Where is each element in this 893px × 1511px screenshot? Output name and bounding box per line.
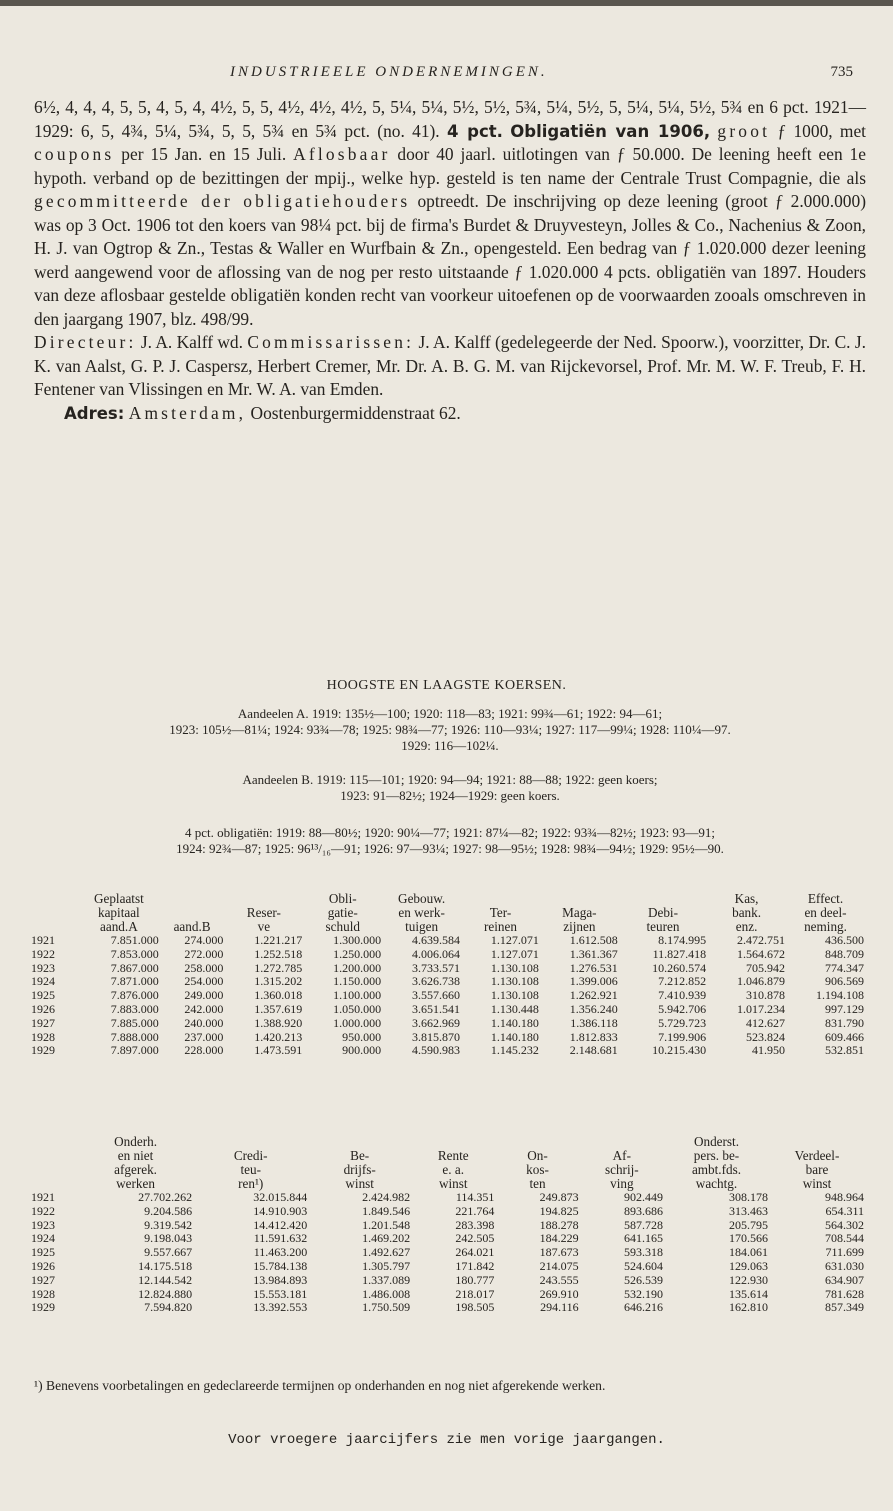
value-cell: 609.466: [825, 1029, 864, 1044]
value-cell: 526.539: [623, 1272, 663, 1287]
year-cell: 1925: [31, 988, 55, 1003]
value-cell: 180.777: [455, 1272, 495, 1287]
value-cell: 41.950: [752, 1043, 786, 1058]
table-row: [30, 948, 865, 962]
value-cell: 1.130.108: [490, 974, 539, 989]
koers-line: 1929: 116—102¼.: [401, 738, 499, 753]
value-cell: 900.000: [342, 1043, 382, 1058]
value-cell: 205.795: [729, 1217, 769, 1232]
value-cell: 237.000: [184, 1029, 224, 1044]
value-cell: 218.017: [455, 1286, 495, 1301]
table-row: [30, 1017, 865, 1031]
value-cell: 254.000: [184, 974, 224, 989]
value-cell: 7.851.000: [110, 933, 159, 947]
table-row: [30, 962, 865, 976]
value-cell: 308.178: [729, 1190, 769, 1204]
koers-line: Aandeelen B. 1919: 115—101; 1920: 94—94; 1921: 88—88; 1922: geen koers;: [242, 772, 658, 787]
value-cell: 3.651.541: [412, 1001, 461, 1016]
value-cell: 122.930: [729, 1272, 769, 1287]
table-row: [30, 1246, 865, 1260]
value-cell: 711.699: [825, 1245, 864, 1260]
value-cell: 249.873: [539, 1190, 579, 1204]
value-cell: 11.591.632: [253, 1231, 308, 1246]
value-cell: 3.557.660: [412, 988, 461, 1003]
label-aflosbaar: Aflosbaar: [293, 144, 391, 164]
table-row: [30, 1031, 865, 1045]
table-row: [30, 989, 865, 1003]
value-cell: 10.260.574: [652, 960, 707, 975]
value-cell: 593.318: [623, 1245, 663, 1260]
value-cell: 15.553.181: [253, 1286, 308, 1301]
value-cell: 184.229: [539, 1231, 579, 1246]
value-cell: 171.842: [455, 1258, 495, 1273]
value-cell: 8.174.995: [658, 933, 707, 947]
column-header: On- kos- ten: [526, 1148, 549, 1191]
table-row: [30, 1301, 865, 1315]
value-cell: 11.827.418: [652, 946, 707, 961]
value-cell: 831.790: [825, 1015, 864, 1030]
value-cell: 274.000: [184, 933, 224, 947]
value-cell: 243.555: [539, 1272, 579, 1287]
value-cell: 228.000: [184, 1043, 224, 1058]
year-cell: 1928: [31, 1286, 55, 1301]
value-cell: 14.412.420: [253, 1217, 308, 1232]
value-cell: 774.347: [825, 960, 864, 975]
value-cell: 7.888.000: [110, 1029, 159, 1044]
value-cell: 523.824: [746, 1029, 786, 1044]
footnote: [34, 1378, 866, 1394]
value-cell: 587.728: [623, 1217, 663, 1232]
column-header: Kas, bank. enz.: [732, 891, 762, 934]
table-row: [30, 1288, 865, 1302]
label-coupons: coupons: [34, 144, 115, 164]
label-directeur: Directeur:: [34, 332, 137, 352]
value-cell: 1.017.234: [737, 1001, 786, 1016]
column-header: Onderh. en niet afgerek. werken: [114, 1134, 157, 1191]
paragraph-management: [34, 331, 866, 402]
value-cell: 3.662.969: [412, 1015, 461, 1030]
value-cell: 7.594.820: [144, 1300, 193, 1315]
commissarissen-names: J. A. Kalff (gedelegeerde der Ned. Spoorw.), voorzitter, Dr. C. J. K. van Aalst, G. P. J. Caspersz, Herbert Cremer, Mr. Dr. A. B. G. M. van Rijckevorsel, Prof. Mr. M. W. F. Treub, F. H. Fentener van Vlissingen en Mr. W. A. van Emden.: [34, 332, 866, 399]
value-cell: 1.750.509: [362, 1300, 411, 1315]
company-description: [34, 96, 866, 425]
value-cell: 1.388.920: [254, 1015, 303, 1030]
value-cell: 313.463: [729, 1203, 769, 1218]
value-cell: 708.544: [825, 1231, 864, 1246]
value-cell: 242.505: [455, 1231, 495, 1246]
column-header: Geplaatst kapitaal aand.A: [93, 891, 144, 934]
column-header: Reser- ve: [246, 905, 281, 934]
value-cell: 1.046.879: [737, 974, 786, 989]
value-cell: 1.130.108: [490, 960, 539, 975]
closing-note: Voor vroegere jaarcijfers zie men vorige jaargangen.: [228, 1432, 665, 1448]
value-cell: 162.810: [729, 1300, 769, 1315]
value-cell: 1.337.089: [362, 1272, 411, 1287]
value-cell: 12.144.542: [138, 1272, 193, 1287]
address-street: Oostenburgermiddenstraat 62.: [250, 402, 461, 423]
value-cell: 1.360.018: [254, 988, 303, 1003]
value-cell: 1.100.000: [333, 988, 382, 1003]
value-cell: 264.021: [455, 1245, 495, 1260]
value-cell: 1.000.000: [333, 1015, 382, 1030]
column-header: Rente e. a. winst: [437, 1148, 469, 1191]
year-cell: 1922: [31, 946, 55, 961]
table-header-row: [30, 892, 865, 934]
value-cell: 7.853.000: [110, 946, 159, 961]
table-row: [30, 1274, 865, 1288]
year-cell: 1924: [31, 974, 55, 989]
value-cell: 1.140.180: [490, 1029, 539, 1044]
value-cell: 249.000: [184, 988, 224, 1003]
value-cell: 184.061: [729, 1245, 769, 1260]
table-header-row: [30, 1135, 865, 1191]
value-cell: 7.897.000: [110, 1043, 159, 1058]
koers-line: 1924: 92¾—87; 1925: 96¹³/₁₆—91; 1926: 97—93¼; 1927: 98—95½; 1928: 98¾—94½; 1929: 95½—90.: [176, 841, 724, 856]
value-cell: 9.557.667: [144, 1245, 193, 1260]
value-cell: 906.569: [825, 974, 864, 989]
value-cell: 269.910: [539, 1286, 579, 1301]
value-cell: 1.486.008: [362, 1286, 411, 1301]
value-cell: 532.190: [623, 1286, 663, 1301]
year-cell: 1925: [31, 1245, 55, 1260]
value-cell: 3.626.738: [412, 974, 461, 989]
table-row: [30, 934, 865, 948]
value-cell: 3.815.870: [412, 1029, 461, 1044]
address-city: Amsterdam,: [128, 402, 247, 423]
year-cell: 1928: [31, 1029, 55, 1044]
value-cell: 258.000: [184, 960, 224, 975]
value-cell: 9.204.586: [144, 1203, 193, 1218]
value-cell: 7.871.000: [110, 974, 159, 989]
value-cell: 1.305.797: [362, 1258, 411, 1273]
koersen-aandeelen-b: [34, 772, 866, 804]
bond-issue-details: optreedt. De inschrijving op deze leening (groot ƒ 2.000.000) was op 3 Oct. 1906 tot den koers van 98¼ pct. bij de firma's Burdet & Druyvesteyn, Jolles & Co., Nachenius & Zoon, H. J. van Ogtrop & Zn., Testas & Waller en Wurfbain & Zn., opengesteld. Een bedrag van ƒ 1.020.000 dezer leening werd aangewend voor de aflossing van de nog per resto uitstaande ƒ 1.020.000 4 pcts. obligatiën van 1897. Houders van deze aflosbaar gestelde obligatiën konden recht van voorkeur uitoefenen op de voorwaarden zooals omschreven in den jaargang 1907, blz. 498/99.: [34, 191, 866, 329]
value-cell: 32.015.844: [253, 1190, 308, 1204]
value-cell: 2.148.681: [569, 1043, 618, 1058]
value-cell: 857.349: [825, 1300, 864, 1315]
value-cell: 1.221.217: [254, 933, 303, 947]
column-header: Credi- teu- ren¹): [233, 1148, 268, 1191]
bond-terms: door 40 jaarl. uitlotingen van ƒ 50.000. De leening heeft een 1e hypoth. verband op de bezittingen der mpij., welke hyp. gesteld is ten name der Centrale Trust Compagnie, die als: [34, 144, 866, 188]
label-gecommitteerde: gecommitteerde der obligatiehouders: [34, 191, 411, 211]
value-cell: 3.733.571: [412, 960, 461, 975]
value-cell: 13.984.893: [253, 1272, 308, 1287]
value-cell: 1.812.833: [569, 1029, 618, 1044]
column-header: Onderst. pers. be- ambt.fds. wachtg.: [691, 1134, 742, 1191]
value-cell: 634.907: [825, 1272, 864, 1287]
value-cell: 5.942.706: [658, 1001, 707, 1016]
value-cell: 187.673: [539, 1245, 579, 1260]
label-groot: groot: [717, 120, 771, 141]
value-cell: 1.473.591: [254, 1043, 303, 1058]
value-cell: 1.200.000: [333, 960, 382, 975]
value-cell: 294.116: [540, 1300, 579, 1315]
value-cell: 114.351: [455, 1190, 495, 1204]
value-cell: 7.867.000: [110, 960, 159, 975]
value-cell: 221.764: [455, 1203, 495, 1218]
koers-line: 1923: 105½—81¼; 1924: 93¾—78; 1925: 98¾—77; 1926: 110—93¼; 1927: 117—99¼; 1928: 110¼—97.: [169, 722, 731, 737]
column-header: [30, 1135, 78, 1191]
value-cell: 1.399.006: [569, 974, 618, 989]
value-cell: 1.300.000: [333, 933, 382, 947]
year-cell: 1926: [31, 1258, 55, 1273]
table-row: [30, 975, 865, 989]
column-header: Ter- reinen: [484, 905, 517, 934]
value-cell: 194.825: [539, 1203, 579, 1218]
year-cell: 1923: [31, 1217, 55, 1232]
value-cell: 240.000: [184, 1015, 224, 1030]
value-cell: 412.627: [746, 1015, 786, 1030]
label-commissarissen: Commissarissen:: [247, 332, 415, 352]
year-cell: 1927: [31, 1015, 55, 1030]
value-cell: 1.201.548: [362, 1217, 411, 1232]
top-border: [0, 0, 893, 6]
value-cell: 1.250.000: [333, 946, 382, 961]
table-row: [30, 1044, 865, 1058]
value-cell: 188.278: [539, 1217, 579, 1232]
value-cell: 1.194.108: [816, 988, 864, 1003]
value-cell: 4.006.064: [412, 946, 461, 961]
value-cell: 705.942: [746, 960, 786, 975]
balance-table: [30, 892, 865, 1058]
value-cell: 129.063: [729, 1258, 769, 1273]
bond-title: Obligatiën van 1906,: [510, 121, 711, 141]
year-cell: 1929: [31, 1300, 55, 1315]
value-cell: 13.392.553: [253, 1300, 308, 1315]
value-cell: 242.000: [184, 1001, 224, 1016]
value-cell: 781.628: [825, 1286, 864, 1301]
column-header: aand.B: [173, 919, 211, 934]
value-cell: 4.590.983: [412, 1043, 461, 1058]
page-number: 735: [830, 64, 853, 80]
value-cell: 1.050.000: [333, 1001, 382, 1016]
column-header: Debi- teuren: [646, 905, 680, 934]
value-cell: 1.361.367: [569, 946, 618, 961]
value-cell: 12.824.880: [138, 1286, 193, 1301]
column-header: Effect. en deel- neming.: [804, 891, 847, 934]
table-row: [30, 1191, 865, 1205]
year-cell: 1921: [31, 933, 55, 947]
column-header: [30, 892, 78, 934]
running-head: [0, 64, 893, 88]
year-cell: 1923: [31, 960, 55, 975]
label-adres: Adres:: [64, 403, 125, 423]
year-cell: 1929: [31, 1043, 55, 1058]
value-cell: 4.639.584: [412, 933, 461, 947]
value-cell: 7.883.000: [110, 1001, 159, 1016]
value-cell: 564.302: [825, 1217, 864, 1232]
koers-line: 1923: 91—82½; 1924—1929: geen koers.: [340, 788, 560, 803]
footnote-text: ¹) Benevens voorbetalingen en gedeclareerde termijnen op onderhanden en nog niet afgerekende werken.: [34, 1378, 606, 1393]
value-cell: 7.885.000: [110, 1015, 159, 1030]
value-cell: 646.216: [623, 1300, 663, 1315]
value-cell: 15.784.138: [253, 1258, 308, 1273]
value-cell: 14.910.903: [253, 1203, 308, 1218]
year-cell: 1922: [31, 1203, 55, 1218]
year-cell: 1927: [31, 1272, 55, 1287]
value-cell: 2.472.751: [737, 933, 786, 947]
value-cell: 1.130.108: [490, 988, 539, 1003]
table-row: [30, 1232, 865, 1246]
value-cell: 893.686: [623, 1203, 663, 1218]
value-cell: 7.212.852: [658, 974, 707, 989]
value-cell: 1.150.000: [333, 974, 382, 989]
bond-denomination: ƒ 1000, met: [777, 120, 866, 141]
column-header: Obli- gatie- schuld: [325, 891, 360, 934]
value-cell: 10.215.430: [652, 1043, 707, 1058]
value-cell: 950.000: [342, 1029, 382, 1044]
value-cell: 1.252.518: [254, 946, 303, 961]
value-cell: 1.356.240: [569, 1001, 618, 1016]
value-cell: 948.964: [825, 1190, 864, 1204]
value-cell: 7.410.939: [658, 988, 707, 1003]
column-header: Af- schrij- ving: [604, 1148, 639, 1191]
value-cell: 524.604: [623, 1258, 663, 1273]
column-header: Gebouw. en werk- tuigen: [398, 891, 446, 934]
results-table: [30, 1135, 865, 1315]
bond-rate: 4 pct.: [446, 121, 503, 141]
dividend-history: 6½, 4, 4, 4, 5, 5, 4, 5, 4, 4½, 5, 5, 4½, 4½, 4½, 5, 5¼, 5¼, 5½, 5½, 5¾, 5¼, 5½, 5, 5¼, 5¼, 5½, 5¾ en 6 pct. 1921—1929: 6, 5, 4¾, 5¼, 5¾, 5, 5, 5¾ en 5¾ pct. (no. 41).: [34, 97, 866, 141]
year-cell: 1926: [31, 1001, 55, 1016]
value-cell: 1.564.672: [737, 946, 786, 961]
value-cell: 9.319.542: [144, 1217, 193, 1232]
value-cell: 1.420.213: [254, 1029, 303, 1044]
koersen-aandeelen-a: [34, 706, 866, 754]
value-cell: 1.315.202: [254, 974, 303, 989]
paragraph-dividends: [34, 96, 866, 331]
value-cell: 436.500: [825, 933, 864, 947]
value-cell: 1.262.921: [569, 988, 618, 1003]
value-cell: 1.386.118: [570, 1015, 618, 1030]
value-cell: 1.357.619: [254, 1001, 303, 1016]
value-cell: 532.851: [825, 1043, 864, 1058]
coupon-dates: per 15 Jan. en 15 Juli.: [121, 144, 287, 164]
running-head-title: INDUSTRIEELE ONDERNEMINGEN.: [230, 64, 548, 80]
table-row: [30, 1260, 865, 1274]
value-cell: 170.566: [729, 1231, 769, 1246]
value-cell: 11.463.200: [253, 1245, 308, 1260]
table-row: [30, 1219, 865, 1233]
value-cell: 7.876.000: [110, 988, 159, 1003]
value-cell: 1.127.071: [490, 946, 539, 961]
koers-line: 4 pct. obligatiën: 1919: 88—80½; 1920: 90¼—77; 1921: 87¼—82; 1922: 93¾—82½; 1923: 93—91;: [184, 825, 716, 840]
column-header: Maga- zijnen: [562, 905, 597, 934]
koers-line: Aandeelen A. 1919: 135½—100; 1920: 118—83; 1921: 99¾—61; 1922: 94—61;: [237, 706, 663, 721]
value-cell: 654.311: [825, 1203, 864, 1218]
value-cell: 310.878: [746, 988, 786, 1003]
value-cell: 214.075: [539, 1258, 579, 1273]
table-row: [30, 1205, 865, 1219]
koersen-obligaties: [34, 825, 866, 857]
value-cell: 848.709: [825, 946, 864, 961]
value-cell: 5.729.723: [658, 1015, 707, 1030]
paragraph-address: [34, 402, 866, 426]
value-cell: 641.165: [623, 1231, 663, 1246]
year-cell: 1924: [31, 1231, 55, 1246]
year-cell: 1921: [31, 1190, 55, 1204]
value-cell: 1.272.785: [254, 960, 303, 975]
value-cell: 2.424.982: [362, 1190, 411, 1204]
value-cell: 1.130.448: [490, 1001, 539, 1016]
value-cell: 1.612.508: [569, 933, 618, 947]
value-cell: 1.849.546: [362, 1203, 411, 1218]
koersen-title: HOOGSTE EN LAAGSTE KOERSEN.: [326, 678, 567, 693]
value-cell: 198.505: [455, 1300, 495, 1315]
value-cell: 1.140.180: [490, 1015, 539, 1030]
value-cell: 283.398: [455, 1217, 495, 1232]
directeur-name: J. A. Kalff wd.: [140, 332, 243, 352]
value-cell: 1.276.531: [569, 960, 618, 975]
value-cell: 631.030: [825, 1258, 864, 1273]
value-cell: 1.469.202: [362, 1231, 411, 1246]
column-header: Verdeel- bare winst: [794, 1148, 840, 1191]
value-cell: 1.145.232: [490, 1043, 539, 1058]
table-row: [30, 1003, 865, 1017]
value-cell: 14.175.518: [138, 1258, 193, 1273]
value-cell: 1.492.627: [362, 1245, 411, 1260]
value-cell: 9.198.043: [144, 1231, 193, 1246]
value-cell: 902.449: [623, 1190, 663, 1204]
value-cell: 27.702.262: [138, 1190, 193, 1204]
value-cell: 135.614: [729, 1286, 769, 1301]
value-cell: 997.129: [825, 1001, 864, 1016]
value-cell: 7.199.906: [658, 1029, 707, 1044]
value-cell: 272.000: [184, 946, 224, 961]
value-cell: 1.127.071: [490, 933, 539, 947]
column-header: Be- drijfs- winst: [343, 1148, 376, 1191]
